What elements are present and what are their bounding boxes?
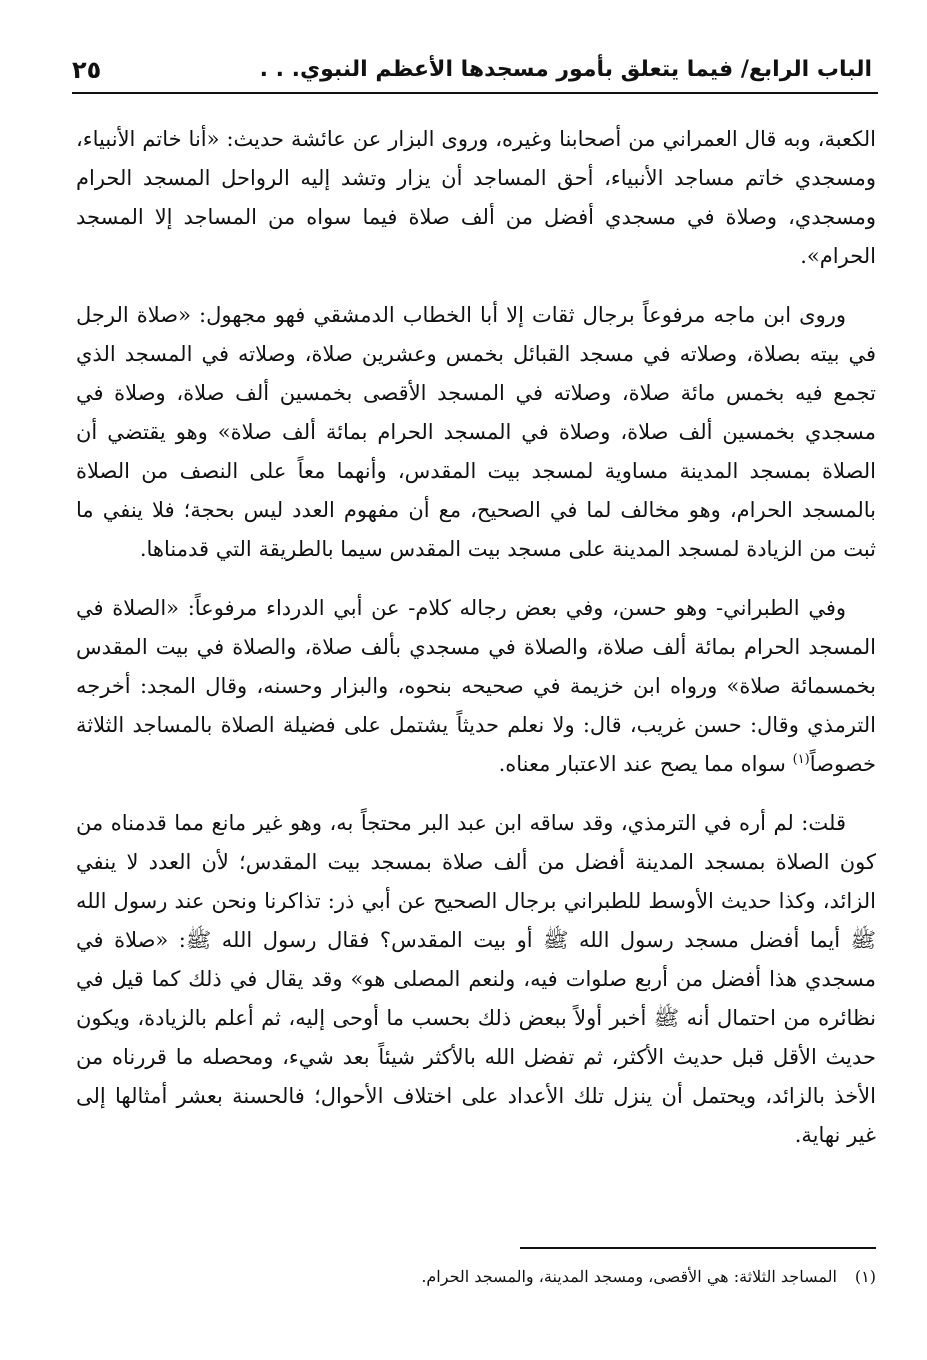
footnote-divider <box>520 1247 876 1249</box>
paragraph-4: قلت: لم أره في الترمذي، وقد ساقه ابن عبد البر محتجاً به، وهو غير مانع مما قدمناه من كون الصلاة بمسجد المدينة أفضل من ألف صلاة بمسجد بيت المقدس؛ لأن العدد لا ينفي الزائد، وكذا حديث الأوسط للطبراني برجال الصحيح عن أبي ذر: تذاكرنا ونحن عند رسول الله ﷺ أيما أفضل مسجد رسول الله ﷺ أو بيت المقدس؟ فقال رسول الله ﷺ: «صلاة في مسجدي هذا أفضل من أربع صلوات فيه، ولنعم المصلى هو» وقد يقال في ذلك كما قيل في نظائره من احتمال أنه ﷺ أخبر أولاً ببعض ذلك بحسب ما أوحى إليه، ثم أعلم بالزيادة، ويكون حديث الأقل قبل حديث الأكثر، ثم تفضل الله بالأكثر شيئاً بعد شيء، ومحصله ما قررناه من الأخذ بالزائد، ويحتمل أن ينزل تلك الأعداد على اختلاف الأحوال؛ فالحسنة بعشر أمثالها إلى غير نهاية. <box>76 811 876 1147</box>
footnote <box>76 1264 876 1290</box>
page-number: ٢٥ <box>72 56 102 84</box>
main-text <box>76 120 876 1175</box>
paragraph-3 <box>76 589 876 784</box>
chapter-title: الباب الرابع/ فيما يتعلق بأمور مسجدها الأعظم النبوي. . . <box>259 57 872 82</box>
paragraph-2: وروى ابن ماجه مرفوعاً برجال ثقات إلا أبا الخطاب الدمشقي فهو مجهول: «صلاة الرجل في بيته بصلاة، وصلاته في مسجد القبائل بخمس وعشرين صلاة، وصلاته في المسجد الذي تجمع فيه بخمس مائة صلاة، وصلاته في المسجد الأقصى بخمسين ألف صلاة، وصلاة في مسجدي بخمسين ألف صلاة، وصلاة في المسجد الحرام بمائة ألف صلاة» وهو يقتضي أن الصلاة بمسجد المدينة مساوية لمسجد بيت المقدس، وأنهما معاً على النصف من الصلاة بالمسجد الحرام، وهو مخالف لما في الصحيح، مع أن مفهوم العدد ليس بحجة؛ فلا ينفي ما ثبت من الزيادة لمسجد المدينة على مسجد بيت المقدس سيما بالطريقة التي قدمناها. <box>76 303 876 561</box>
paragraph-3-tail: سواه مما يصح عند الاعتبار معناه. <box>498 752 793 776</box>
footnote-reference[interactable]: (١) <box>792 752 810 767</box>
paragraph-3-text: وفي الطبراني- وهو حسن، وفي بعض رجاله كلام- عن أبي الدرداء مرفوعاً: «الصلاة في المسجد الحرام بمائة ألف صلاة، والصلاة في مسجدي بألف صلاة، والصلاة في بيت المقدس بخمسمائة صلاة» ورواه ابن خزيمة في صحيحه بنحوه، والبزار وحسنه، وقال المجد: أخرجه الترمذي وقال: حسن غريب، قال: ولا نعلم حديثاً يشتمل على فضيلة الصلاة بالمساجد الثلاثة خصوصاً <box>76 596 876 776</box>
running-header <box>72 52 872 88</box>
footnote-text: المساجد الثلاثة: هي الأقصى، ومسجد المدينة، والمسجد الحرام. <box>421 1267 837 1286</box>
header-divider <box>72 92 878 94</box>
paragraph-1: الكعبة، وبه قال العمراني من أصحابنا وغيره، وروى البزار عن عائشة حديث: «أنا خاتم الأنبياء، ومسجدي خاتم مساجد الأنبياء، أحق المساجد أن يزار وتشد إليه الرواحل المسجد الحرام ومسجدي، وصلاة في مسجدي أفضل من ألف صلاة فيما سواه من المساجد إلا المسجد الحرام». <box>76 127 876 268</box>
footnote-number: (١) <box>854 1267 876 1286</box>
